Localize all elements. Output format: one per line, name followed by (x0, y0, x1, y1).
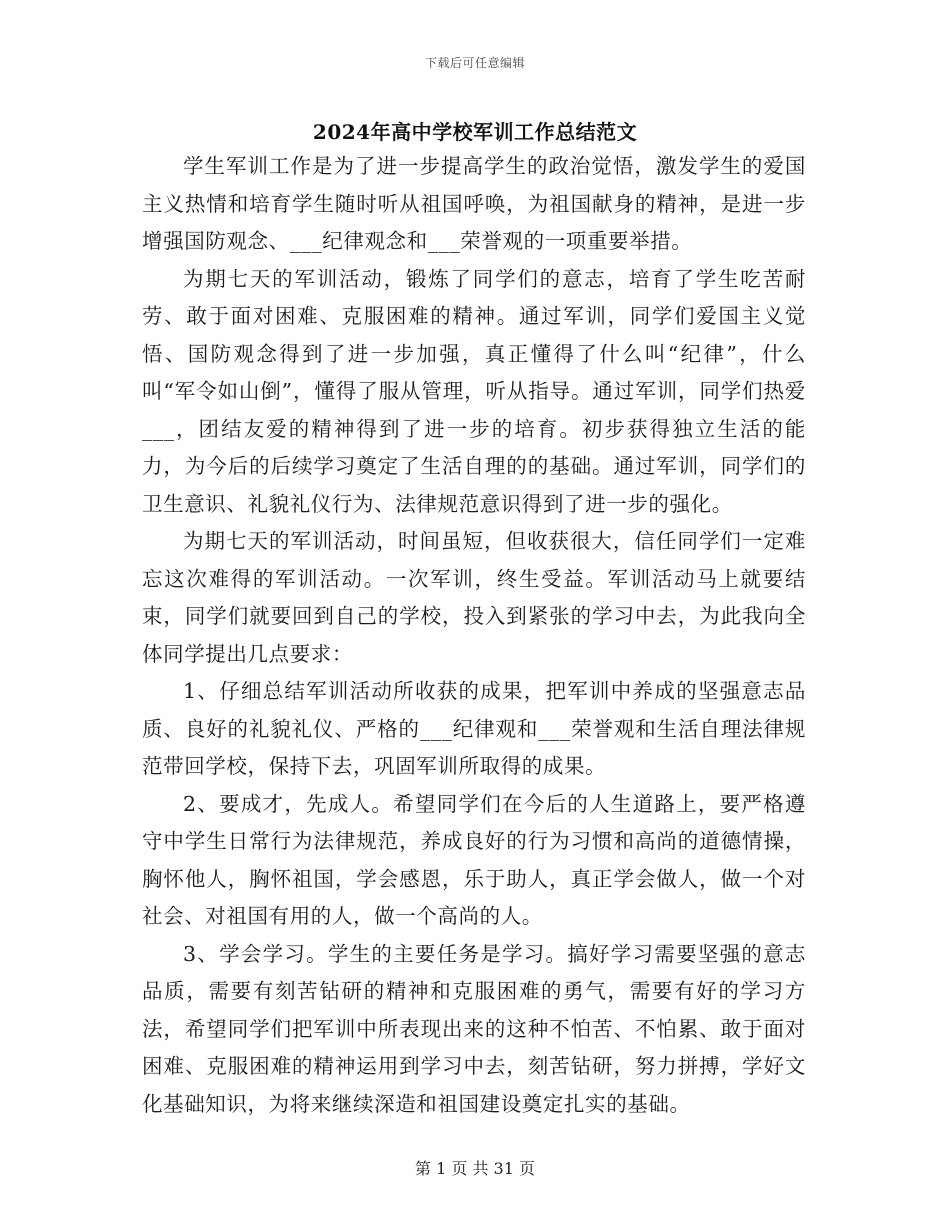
document-body (142, 148, 806, 1123)
page-number-footer: 第 1 页 共 31 页 (415, 1159, 535, 1178)
document-title: 2024年高中学校军训工作总结范文 (312, 120, 638, 144)
paragraph-requirement-1: 1、仔细总结军训活动所收获的成果，把军训中养成的坚强意志品质、良好的礼貌礼仪、严格的___纪律观和___荣誉观和生活自理法律规范带回学校，保持下去，巩固军训所取得的成果。 (142, 679, 806, 778)
header-note: 下载后可任意编辑 (424, 56, 525, 70)
paragraph-requirements-intro: 为期七天的军训活动，时间虽短，但收获很大，信任同学们一定难忘这次难得的军训活动。一次军训，终生受益。军训活动马上就要结束，同学们就要回到自己的学校，投入到紧张的学习中去，为此我向全体同学提出几点要求： (142, 529, 806, 666)
paragraph-requirement-2: 2、要成才，先成人。希望同学们在今后的人生道路上，要严格遵守中学生日常行为法律规范，养成良好的行为习惯和高尚的道德情操，胸怀他人，胸怀祖国，学会感恩，乐于助人，真正学会做人，做一个对社会、对祖国有用的人，做一个高尚的人。 (142, 791, 806, 928)
paragraph-achievements: 为期七天的军训活动，锻炼了同学们的意志，培育了学生吃苦耐劳、敢于面对困难、克服困难的精神。通过军训，同学们爱国主义觉悟、国防观念得到了进一步加强，真正懂得了什么叫“纪律”，什么叫“军令如山倒”，懂得了服从管理，听从指导。通过军训，同学们热爱___，团结友爱的精神得到了进一步的培育。初步获得独立生活的能力，为今后的后续学习奠定了生活自理的的基础。通过军训，同学们的卫生意识、礼貌礼仪行为、法律规范意识得到了进一步的强化。 (142, 266, 806, 516)
paragraph-requirement-3: 3、学会学习。学生的主要任务是学习。搞好学习需要坚强的意志品质，需要有刻苦钻研的精神和克服困难的勇气，需要有好的学习方法，希望同学们把军训中所表现出来的这种不怕苦、不怕累、敢于面对困难、克服困难的精神运用到学习中去，刻苦钻研，努力拼搏，学好文化基础知识，为将来继续深造和祖国建设奠定扎实的基础。 (142, 941, 806, 1116)
paragraph-intro: 学生军训工作是为了进一步提高学生的政治觉悟，激发学生的爱国主义热情和培育学生随时听从祖国呼唤，为祖国献身的精神，是进一步增强国防观念、___纪律观念和___荣誉观的一项重要举措。 (142, 154, 806, 253)
